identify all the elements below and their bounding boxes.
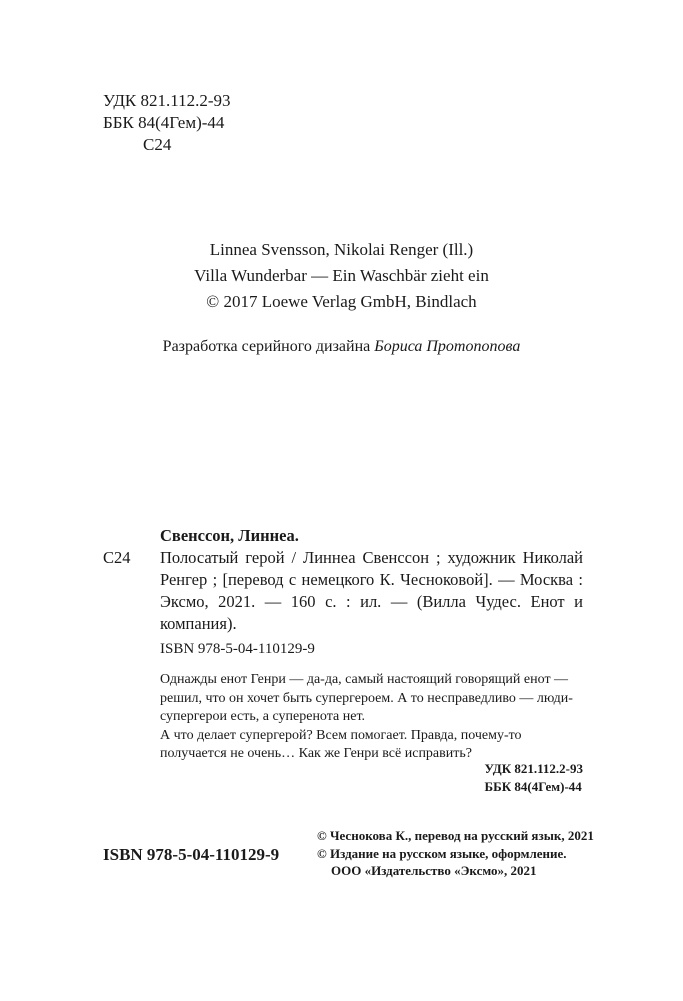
copyright-line-2: © Издание на русском языке, оформление. <box>317 845 567 861</box>
copyright-block <box>317 827 594 880</box>
series-design-credit <box>0 338 683 356</box>
copyright-line-1: © Чеснокова К., перевод на русский язык, 2021 <box>317 828 594 843</box>
right-classification-block <box>485 760 583 796</box>
author-mark: С24 <box>143 135 172 154</box>
copyright-line-3: ООО «Издательство «Эксмо», 2021 <box>331 863 537 878</box>
bbk-code: ББК 84(4Гем)-44 <box>103 113 225 132</box>
annotation-paragraph-1: Однажды енот Генри — да-да, самый настоящий говорящий енот — решил, что он хочет быть супергероем. А то несправедливо — люди-супергерои есть, а суперенота нет. <box>160 672 573 724</box>
entry-code: С24 <box>103 548 131 567</box>
designer-name: Бориса Протопопова <box>374 338 521 355</box>
entry-row <box>103 547 583 635</box>
top-classification-block <box>103 90 231 156</box>
bibliographic-entry <box>103 525 583 635</box>
author-heading: Свенссон, Линнеа. <box>160 526 299 545</box>
design-credit-prefix: Разработка серийного дизайна <box>162 338 375 355</box>
bbk-code-right: ББК 84(4Гем)-44 <box>484 779 582 794</box>
annotation-paragraph-2: А что делает супергерой? Всем помогает. Правда, почему-то получается не очень… Как же Генри всё исправить? <box>160 727 522 761</box>
original-title: Villa Wunderbar — Ein Waschbär zieht ein <box>194 266 489 285</box>
original-copyright: © 2017 Loewe Verlag GmbH, Bindlach <box>206 292 477 311</box>
entry-description: Полосатый герой / Линнеа Свенссон ; художник Николай Ренгер ; [перевод с немецкого К. Чесноковой]. — Москва : Эксмо, 2021. — 160 с. : ил. — (Вилла Чудес. Енот и компания). <box>160 548 583 633</box>
original-authors: Linnea Svensson, Nikolai Renger (Ill.) <box>209 240 474 259</box>
udk-code-right: УДК 821.112.2-93 <box>484 761 583 776</box>
annotation <box>160 671 583 764</box>
udk-code: УДК 821.112.2-93 <box>103 91 231 110</box>
isbn-main: ISBN 978-5-04-110129-9 <box>103 845 280 864</box>
entry-isbn: ISBN 978-5-04-110129-9 <box>160 641 315 657</box>
